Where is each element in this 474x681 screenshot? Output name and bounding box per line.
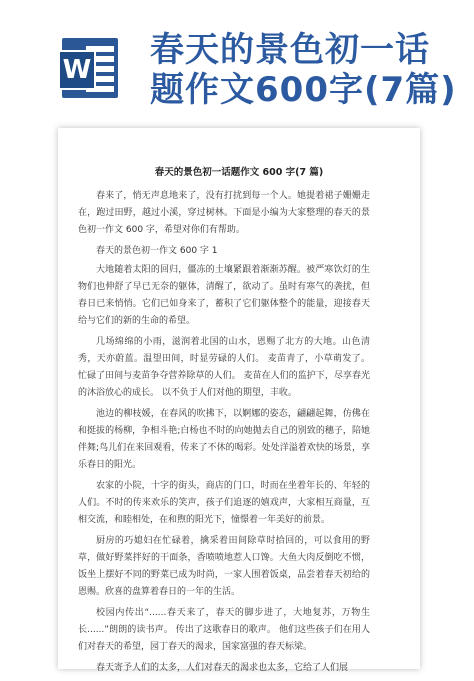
word-logo-letter: W	[58, 50, 96, 90]
document-body	[78, 188, 370, 681]
paragraph: 春来了，悄无声息地来了，没有打扰到每一个人。她提着裙子姗姗走在，跑过田野，越过小溪，穿过树林。下面是小编为大家整理的春天的景色初一作文 600 字，希望对你们有帮助。	[78, 191, 370, 235]
paragraph: 农家的小院，十字的街头，商店的门口，时而在坐着年长的、年轻的人们。不时的传来欢乐的笑声，孩子们追逐的嬉戏声，大家相互商量，互相交流，和睦相处，在和煦的阳光下，憧憬着一年美好的前景。	[78, 481, 370, 525]
paragraph: 厨房的巧媳妇在忙碌着，擒采着田间除草时拾回的，可以食用的野草，做好野菜拌好的干面条，香喷喷地惹人口馋。大鱼大肉反倒吃不惯，饭坐上摆好不同的野菜已成为时尚，一家人围着饭桌，品尝着春天初给的恩赐。欣喜的盘算着春日的一年的生活。	[78, 536, 370, 597]
paragraph: 大地随着太阳的回归，僵冻的土壤紧跟着渐渐苏醒。被严寒饮灯的生物们也伸舒了早已无奈的躯体，清醒了，欲动了。虽时有寒气的袭扰，但春日已来悄悄。它们已如身来了，蓄积了它们躯体整个的能量，迎接春天给与它们的新的生命的希望。	[78, 265, 370, 326]
section-heading: 春天的景色初一作文 600 字 1	[96, 246, 218, 256]
header-banner	[0, 0, 474, 130]
paragraph: 几场绵绵的小雨，滋润着北国的山水，恩赐了北方的大地。山色清秀，天亦蔚蓝。温望田间，时显劳碌的人们。 麦苗青了，小草萌发了。 忙碌了田间与麦苗争夺营养除草的人们。 麦苗在人们的监护下，尽享春光的沐浴放心的成长。 以不负于人们对他的期望，丰收。	[78, 337, 370, 398]
page-title	[150, 30, 457, 110]
page-title-line-2: 题作文600字(7篇)	[150, 70, 457, 110]
paragraph: 春天寄予人们的太多，人们对春天的渴求也太多，它给了人们展	[96, 663, 349, 673]
paragraph: 池边的柳枝媛，在春风的吹拂下，以婀娜的姿态，翩翩起舞，仿佛在和挺拔的杨柳，争相斗艳;白杨也不时的向她抛去自己的别致的穗子，陪她伴舞;鸟儿们在来回观看，传来了不休的喝彩。处处洋溢着欢快的场景，享乐春日的阳光。	[78, 409, 370, 470]
paragraph: 校园内传出“......春天来了，春天的脚步进了，大地复苏，万物生长......”朗朗的读书声。 传出了这歌春日的歌声。 他们这些孩子们在用人们对春天的希望，园丁春天的渴求，国家富强的春天标梁。	[78, 608, 370, 652]
word-document-icon	[62, 38, 126, 102]
page-title-line-1: 春天的景色初一话	[150, 30, 430, 70]
document-title: 春天的景色初一话题作文 600 字(7 篇)	[154, 167, 324, 178]
